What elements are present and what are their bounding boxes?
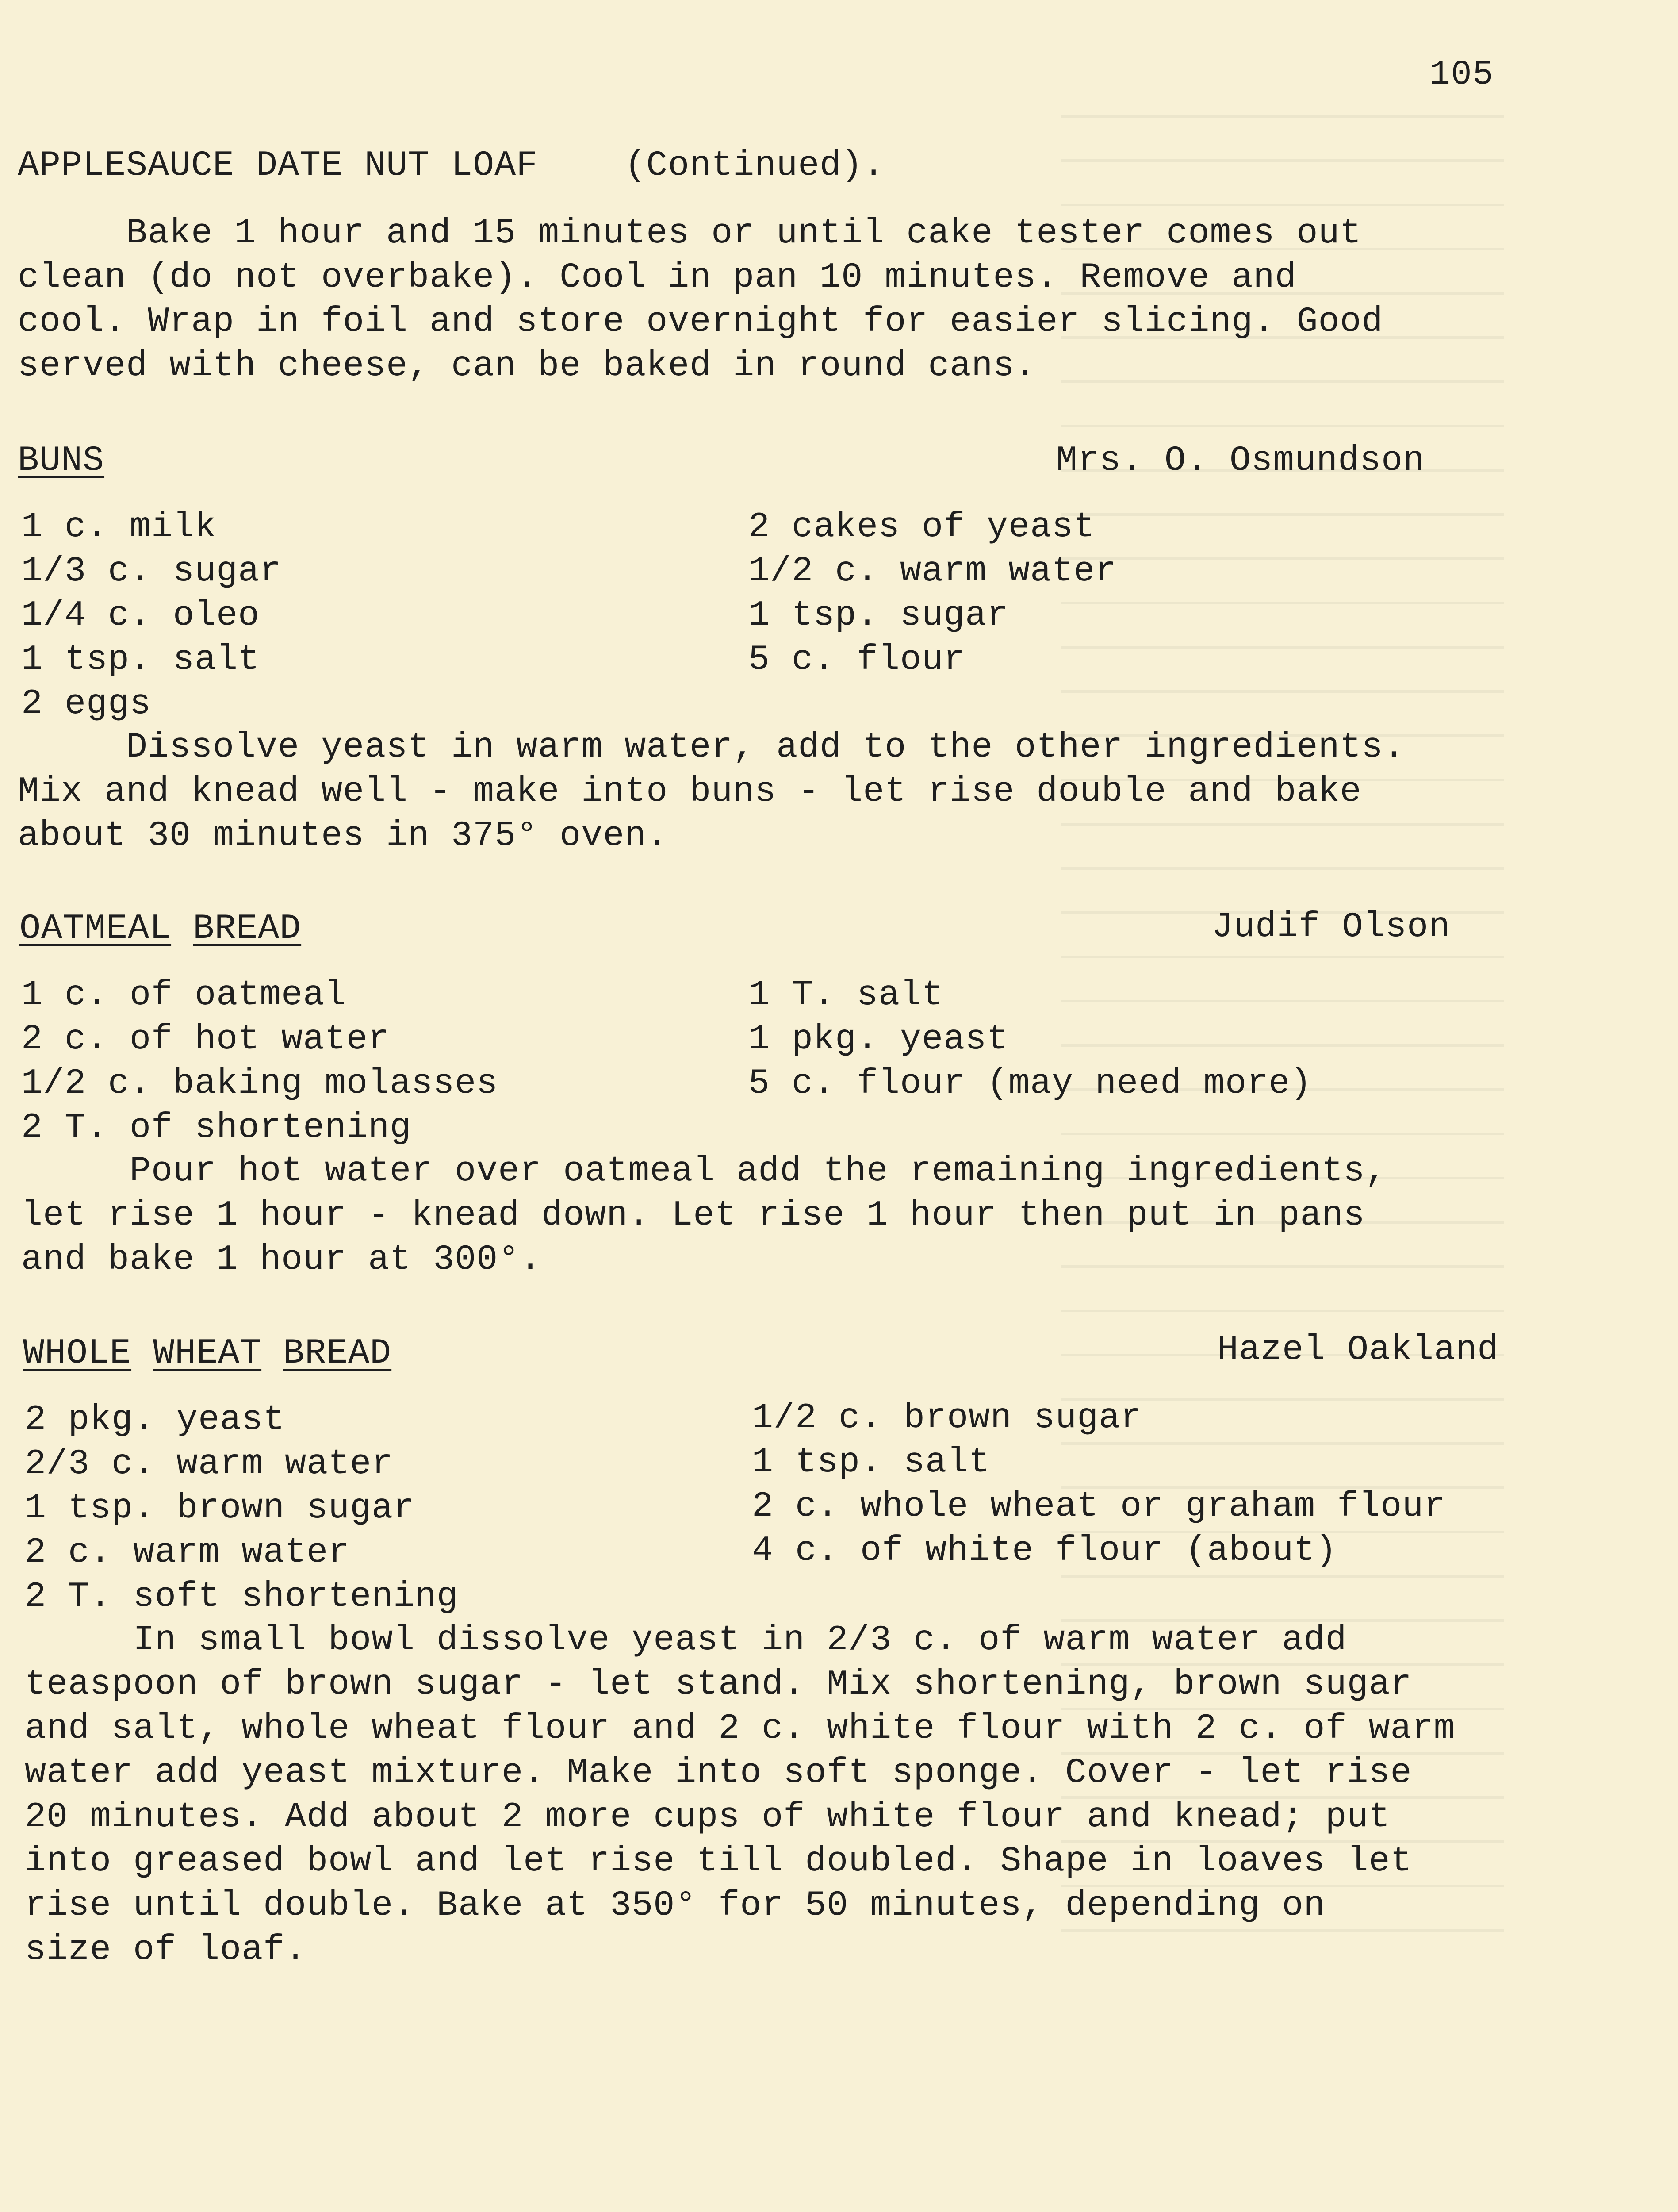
buns-ingredient-right: 1/2 c. warm water [748,551,1117,591]
applesauce-paragraph-line: cool. Wrap in foil and store overnight for easier slicing. Good [18,302,1383,342]
buns-ingredient-right: 1 tsp. sugar [748,595,1009,636]
oatmeal-ingredient-left: 2 T. of shortening [21,1108,412,1148]
whole-wheat-paragraph-line: into greased bowl and let rise till doubled. Shape in loaves let [25,1841,1412,1882]
buns-ingredient-right: 2 cakes of yeast [748,507,1096,547]
whole-wheat-title-word: WHOLE [23,1333,132,1374]
whole-wheat-ingredient-right: 2 c. whole wheat or graham flour [752,1486,1446,1527]
applesauce-continued: (Continued). [624,146,885,186]
applesauce-title: APPLESAUCE DATE NUT LOAF [18,146,538,186]
buns-ingredient-left: 1/3 c. sugar [21,551,282,591]
buns-ingredient-left: 1 c. milk [21,507,217,547]
whole-wheat-ingredient-left: 2/3 c. warm water [25,1444,394,1484]
oatmeal-heading [19,907,301,951]
whole-wheat-title-word: BREAD [283,1333,392,1374]
buns-paragraph-line: about 30 minutes in 375° oven. [18,816,668,856]
whole-wheat-ingredient-left: 1 tsp. brown sugar [25,1488,415,1528]
buns-ingredient-left: 1 tsp. salt [21,640,260,680]
oatmeal-ingredient-left: 2 c. of hot water [21,1019,390,1060]
oatmeal-ingredient-right: 1 T. salt [748,975,944,1015]
whole-wheat-ingredient-left: 2 c. warm water [25,1532,350,1573]
whole-wheat-paragraph-line: In small bowl dissolve yeast in 2/3 c. of warm water add [25,1620,1347,1660]
page-number: 105 [1429,55,1494,94]
whole-wheat-paragraph-line: teaspoon of brown sugar - let stand. Mix shortening, brown sugar [25,1664,1412,1705]
oatmeal-title-word: BREAD [193,909,302,949]
applesauce-paragraph-line: served with cheese, can be baked in round cans. [18,346,1037,386]
oatmeal-ingredient-left: 1/2 c. baking molasses [21,1064,498,1104]
whole-wheat-paragraph-line: size of loaf. [25,1930,307,1970]
oatmeal-title-word: OATMEAL [19,909,172,949]
oatmeal-paragraph-line: and bake 1 hour at 300°. [21,1240,542,1280]
oatmeal-ingredient-right: 1 pkg. yeast [748,1019,1009,1060]
oatmeal-ingredient-right: 5 c. flour (may need more) [748,1064,1312,1104]
whole-wheat-ingredient-left: 2 pkg. yeast [25,1400,285,1440]
oatmeal-paragraph-line: let rise 1 hour - knead down. Let rise 1 hour then put in pans [21,1195,1365,1236]
buns-ingredient-left: 1/4 c. oleo [21,595,260,636]
whole-wheat-paragraph-line: 20 minutes. Add about 2 more cups of white flour and knead; put [25,1797,1391,1837]
oatmeal-ingredient-left: 1 c. of oatmeal [21,975,347,1015]
whole-wheat-paragraph-line: rise until double. Bake at 350° for 50 minutes, depending on [25,1886,1326,1926]
buns-author: Mrs. O. Osmundson [1056,441,1425,481]
whole-wheat-paragraph-line: water add yeast mixture. Make into soft sponge. Cover - let rise [25,1753,1412,1793]
whole-wheat-ingredient-right: 4 c. of white flour (about) [752,1531,1337,1571]
whole-wheat-ingredient-right: 1 tsp. salt [752,1442,991,1482]
whole-wheat-ingredient-left: 2 T. soft shortening [25,1577,459,1617]
oatmeal-author: Judif Olson [1212,907,1451,947]
buns-paragraph-line: Dissolve yeast in warm water, add to the other ingredients. [18,727,1405,768]
whole-wheat-ingredient-right: 1/2 c. brown sugar [752,1398,1142,1438]
whole-wheat-author: Hazel Oakland [1217,1330,1499,1370]
whole-wheat-heading [23,1332,391,1376]
applesauce-paragraph-line: clean (do not overbake). Cool in pan 10 minutes. Remove and [18,257,1297,298]
oatmeal-paragraph-line: Pour hot water over oatmeal add the remaining ingredients, [21,1151,1387,1191]
buns-title: BUNS [18,441,105,481]
applesauce-paragraph-line: Bake 1 hour and 15 minutes or until cake tester comes out [18,213,1362,253]
whole-wheat-title-word: WHEAT [153,1333,262,1374]
buns-paragraph-line: Mix and knead well - make into buns - let rise double and bake [18,772,1362,812]
buns-ingredient-right: 5 c. flour [748,640,965,680]
applesauce-heading [18,144,885,188]
buns-ingredient-left: 2 eggs [21,684,152,724]
whole-wheat-paragraph-line: and salt, whole wheat flour and 2 c. white flour with 2 c. of warm [25,1709,1456,1749]
